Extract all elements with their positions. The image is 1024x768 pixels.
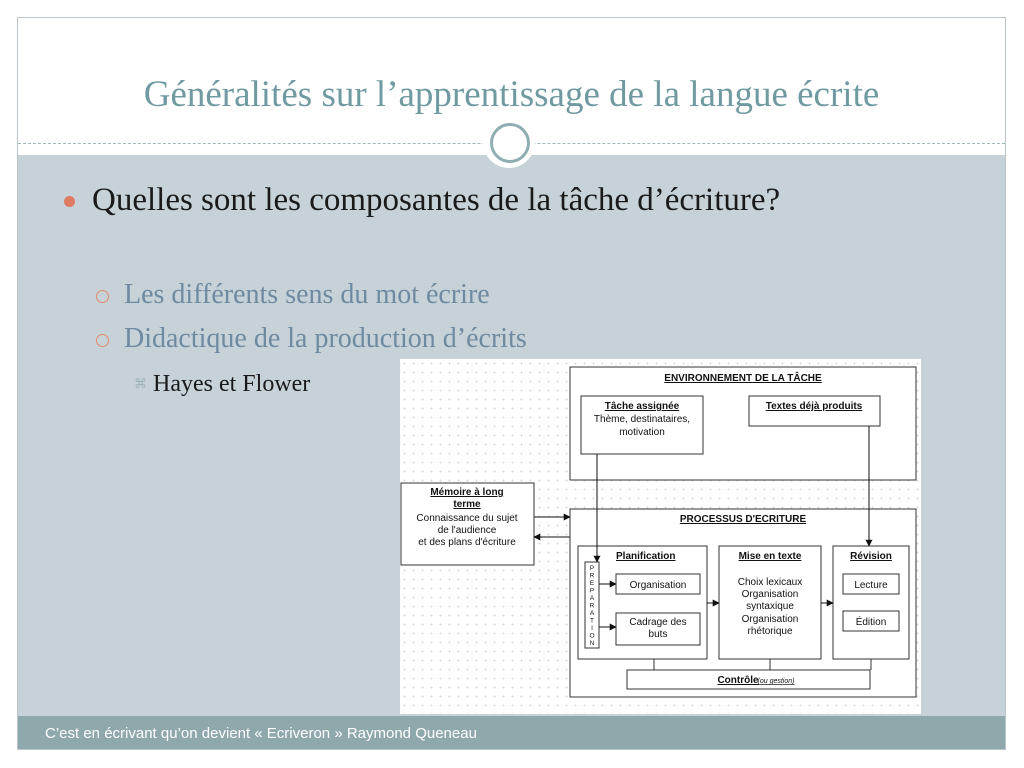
diagram-svg [400,359,921,714]
planning-title: Planification [616,551,676,562]
controle-label: Contrôle [717,675,759,686]
bullet-dot-icon [64,196,75,207]
preparation-letter: I [591,625,593,632]
process-title: PROCESSUS D'ECRITURE [679,514,807,525]
preparation-letter: O [589,632,595,640]
slide-title: Généralités sur l’apprentissage de la langue écrite [143,74,880,115]
cadrage-line-2: buts [648,629,668,640]
task-title: Tâche assignée [604,401,680,412]
preparation-letter: R [589,572,595,580]
preparation-letter: N [589,640,595,647]
footer-bar [18,716,1005,749]
memory-line-1: Connaissance du sujet [416,513,518,524]
controle-note: (ou gestion) [757,678,795,685]
mise-line-1: Choix lexicaux [737,577,803,588]
preparation-letter: A [589,610,595,617]
sub-sub-bullet-icon: ⌘ [134,377,147,392]
mise-line-3: syntaxique [746,601,794,612]
sub-bullet-1: Les différents sens du mot écrire [124,279,490,310]
lecture-label: Lecture [854,580,888,591]
memory-title-2: terme [453,499,481,510]
mise-line-4: Organisation [741,614,799,625]
mise-line-5: rhétorique [747,626,793,637]
divider-ring-inner [490,123,530,163]
edition-label: Édition [855,617,887,628]
revision-box [833,546,909,659]
task-line-2: motivation [619,427,665,438]
main-bullet: Quelles sont les composantes de la tâche d’écriture? [92,182,781,218]
preparation-letter: P [589,587,595,595]
sub-bullet-ring-icon [96,334,109,347]
footer-quote: C’est en écrivant qu’on devient « Ecriveron » Raymond Queneau [45,725,477,742]
mise-en-texte-title: Mise en texte [738,551,802,562]
mise-line-2: Organisation [741,589,799,600]
preparation-letters [589,565,594,647]
texts-produced-title: Textes déjà produits [765,401,863,412]
memory-line-2: de l'audience [437,525,497,536]
sub-bullet-2: Didactique de la production d’écrits [124,323,527,354]
memory-title-1: Mémoire à long [430,487,504,498]
organisation-label: Organisation [629,580,687,591]
hayes-flower-diagram [400,359,921,714]
divider-ring-icon [483,116,535,168]
sub-sub-bullet: Hayes et Flower [153,371,311,397]
task-line-1: Thème, destinataires, [593,414,691,425]
preparation-letter: T [590,617,594,625]
preparation-letter: P [589,565,595,572]
preparation-letter: E [589,580,595,587]
environment-title: ENVIRONNEMENT DE LA TÂCHE [664,373,822,384]
revision-title: Révision [850,551,892,562]
cadrage-line-1: Cadrage des [629,617,687,628]
preparation-letter: R [589,602,595,610]
sub-bullet-ring-icon [96,290,109,303]
memory-line-3: et des plans d'écriture [418,537,516,548]
preparation-letter: A [589,595,595,602]
